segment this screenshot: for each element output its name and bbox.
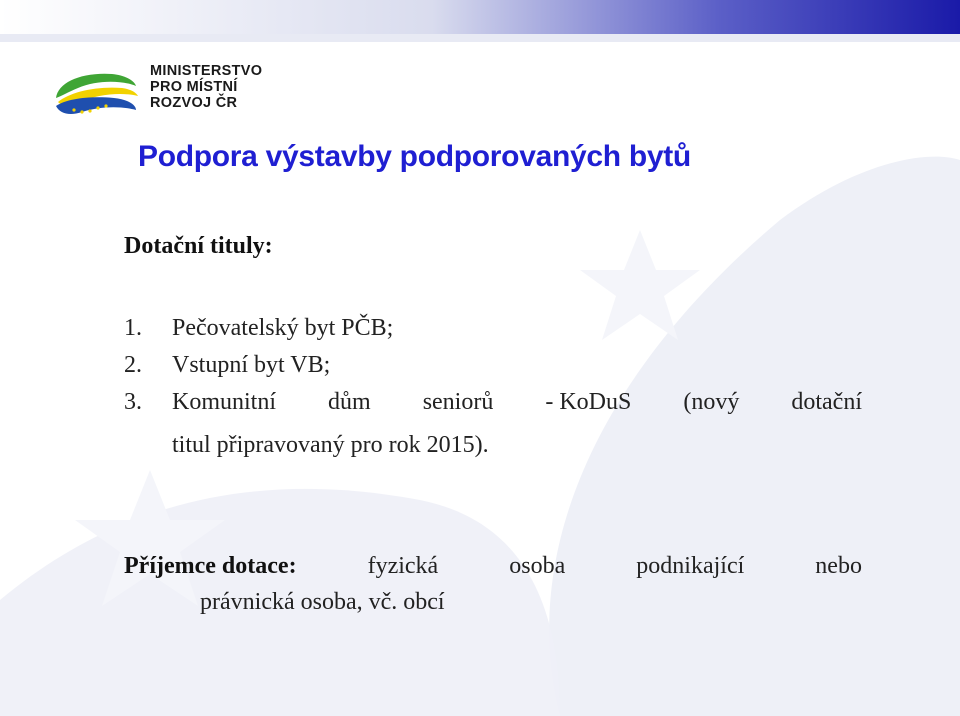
word: dotační xyxy=(791,389,862,415)
word: seniorů xyxy=(422,389,494,415)
logo-line-2: PRO MÍSTNÍ xyxy=(150,79,238,95)
list-item-continuation: titul připravovaný pro rok 2015). xyxy=(172,432,489,458)
list-item-number: 3. xyxy=(124,389,142,415)
grant-titles-list xyxy=(124,310,862,464)
list-item-text xyxy=(172,384,862,421)
ministry-logo-text xyxy=(150,63,262,111)
word: osoba xyxy=(509,553,566,579)
list-item-number: 1. xyxy=(124,315,142,341)
list-item xyxy=(124,310,862,347)
logo-line-1: MINISTERSTVO xyxy=(150,63,263,79)
logo-line-3: ROZVOJ ČR xyxy=(150,95,238,111)
list-item-text xyxy=(172,352,330,378)
word: podnikající xyxy=(636,553,745,579)
slide-title: Podpora výstavby podporovaných bytů xyxy=(138,140,691,173)
list-item xyxy=(124,384,862,464)
word: (nový xyxy=(683,389,740,415)
list-item-text xyxy=(172,315,393,341)
list-item xyxy=(124,347,862,384)
word: - KoDuS xyxy=(545,389,632,415)
recipient-continuation: právnická osoba, vč. obcí xyxy=(200,589,445,615)
grant-recipient xyxy=(124,548,862,620)
word: Komunitní xyxy=(172,389,277,415)
word: fyzická xyxy=(367,553,439,579)
section-heading: Dotační tituly: xyxy=(124,233,273,259)
word: nebo xyxy=(815,553,862,579)
ministry-logo-icon xyxy=(52,62,142,122)
list-item-number: 2. xyxy=(124,352,142,378)
word: Vstupní byt VB; xyxy=(172,352,331,378)
word: dům xyxy=(328,389,371,415)
word: Pečovatelský byt PČB; xyxy=(172,315,394,341)
recipient-line xyxy=(124,548,862,584)
recipient-label: Příjemce dotace: xyxy=(124,553,297,579)
